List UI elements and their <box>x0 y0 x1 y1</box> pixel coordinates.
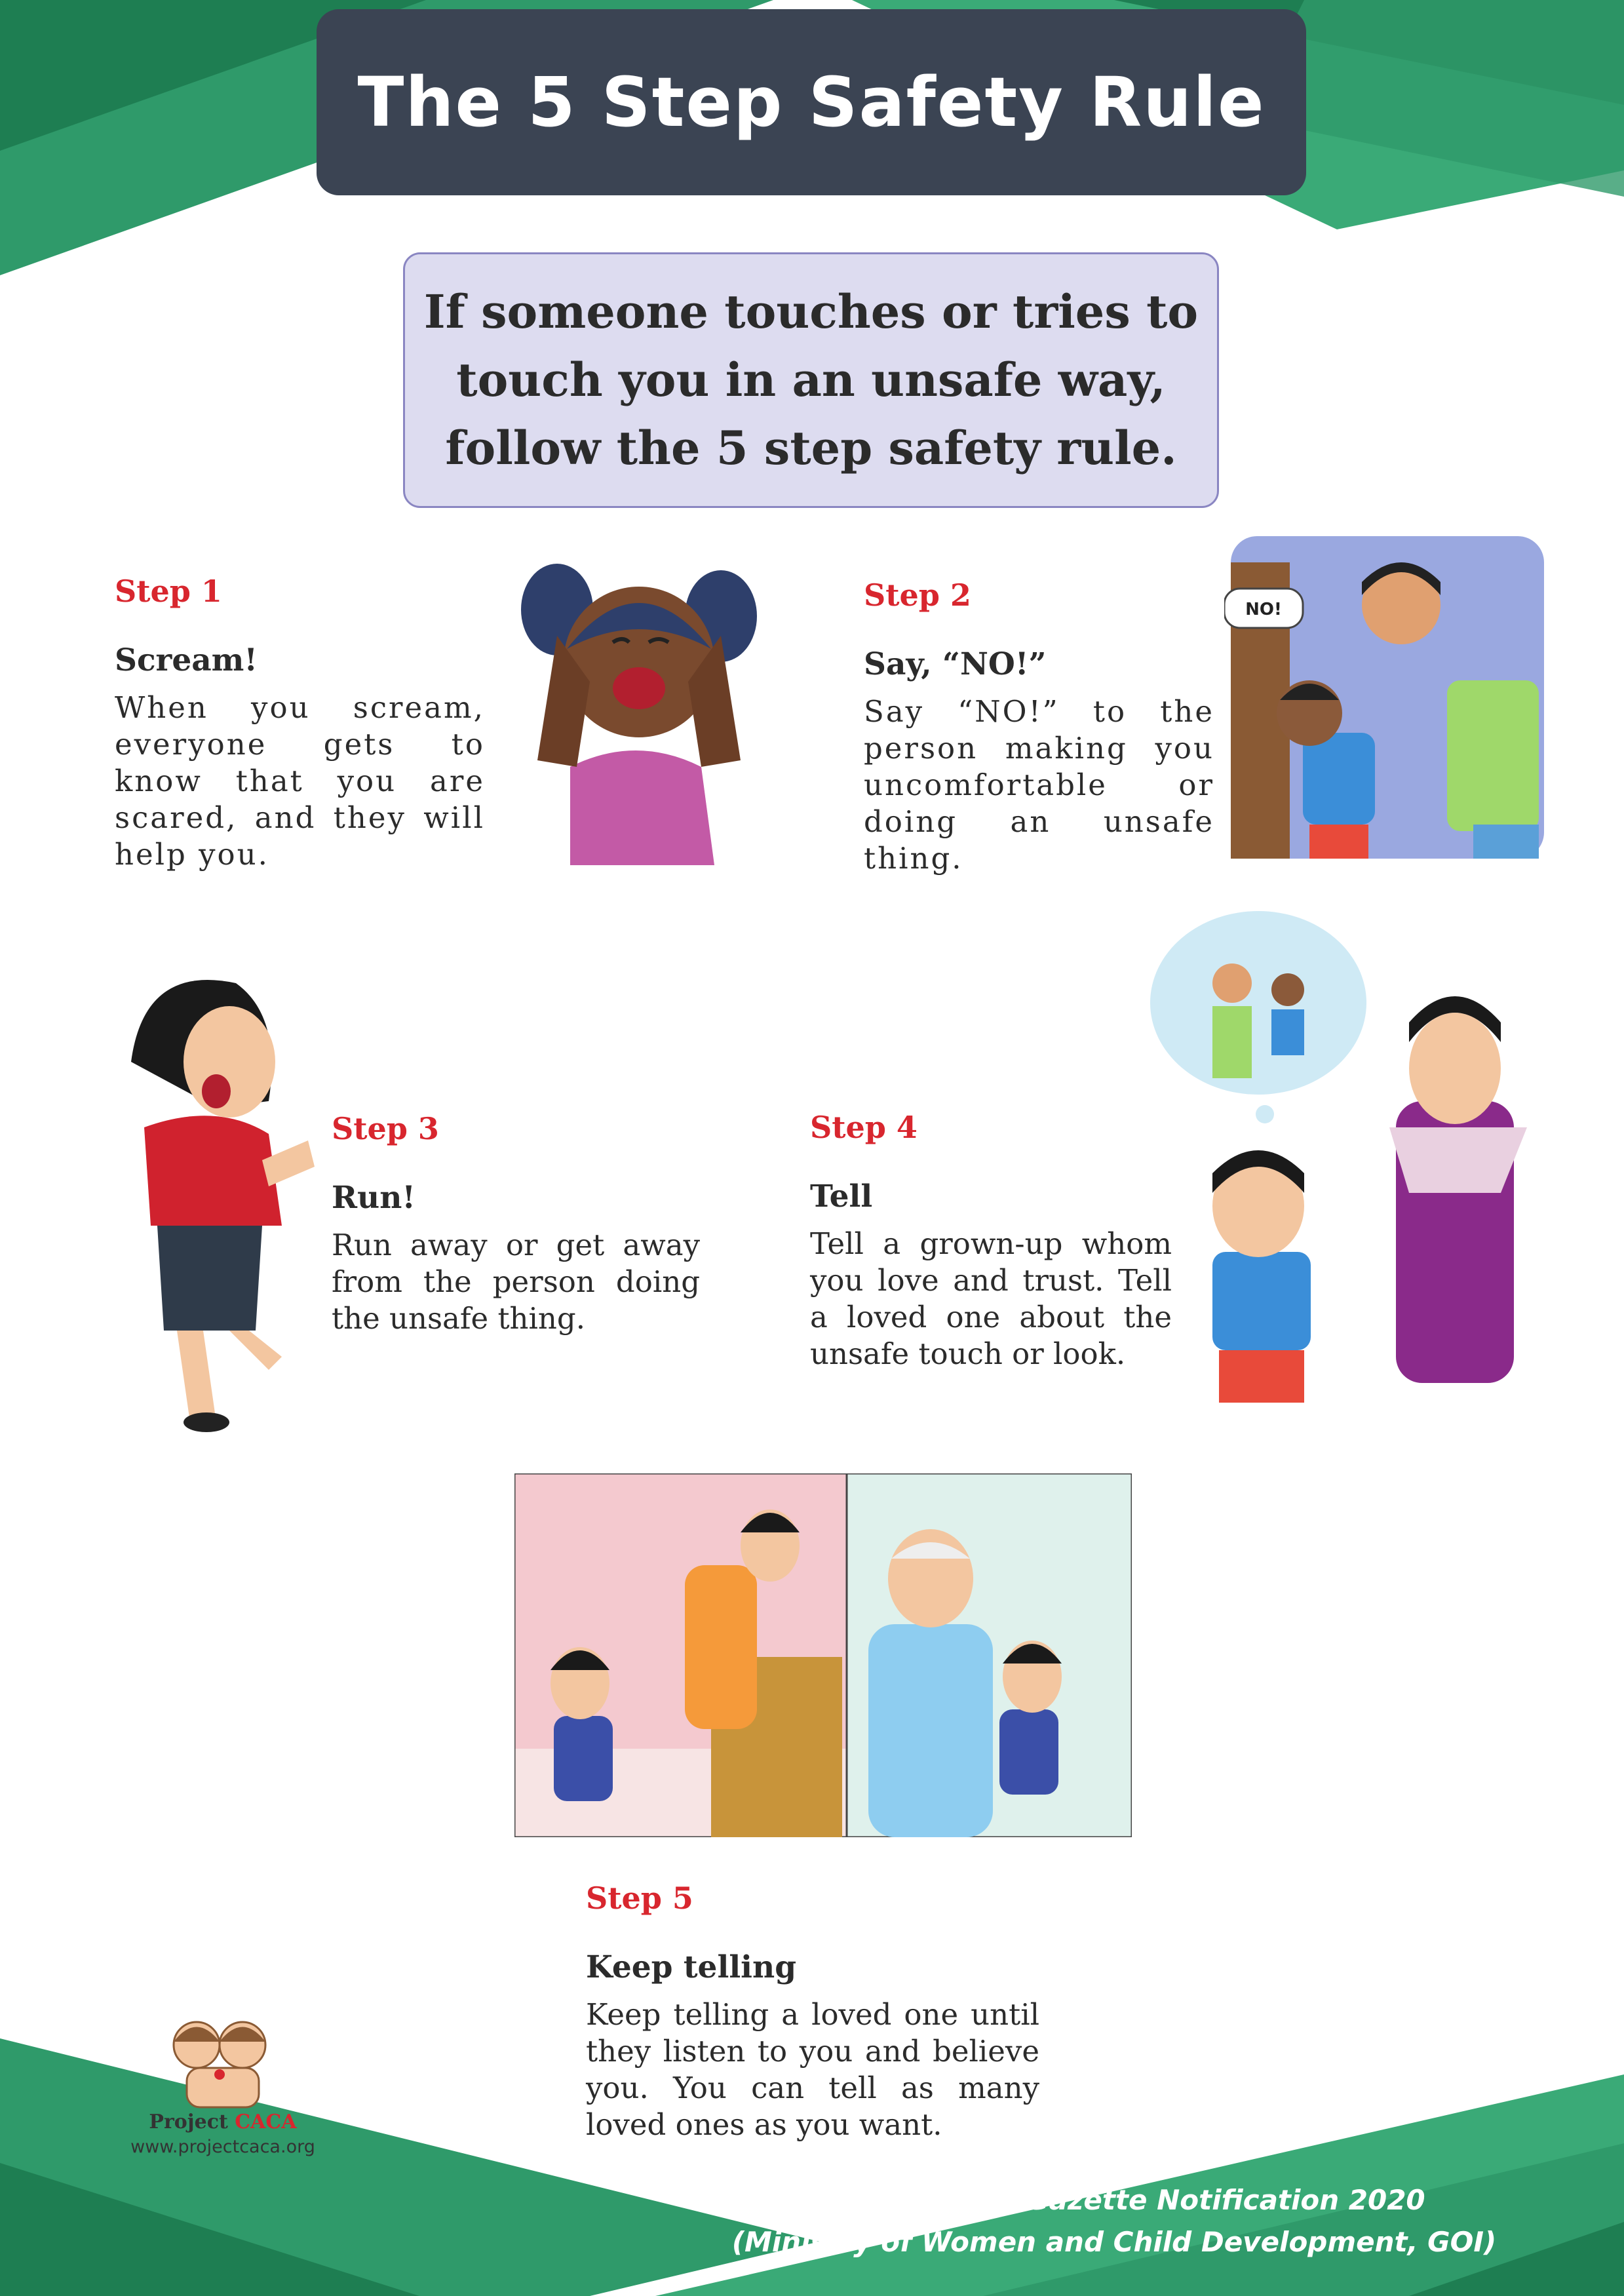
step-3 <box>332 1109 700 1337</box>
logo-icon <box>125 2012 321 2111</box>
step-body: Keep telling a loved one until they listen to you and believe you. You can tell as many loved ones as you want. <box>586 1997 1039 2142</box>
footer-note <box>688 2179 1540 2263</box>
step-body: Tell a grown-up whom you love and trust. Tell a loved one about the unsafe touch or look. <box>810 1226 1172 1371</box>
footer-line-2: (Ministry of Women and Child Development, GOI) <box>731 2226 1497 2258</box>
page-title: The 5 Step Safety Rule <box>357 62 1266 142</box>
step-body: Run away or get away from the person doing the unsafe thing. <box>332 1228 700 1336</box>
step-heading: Say, “NO!” <box>864 646 1047 682</box>
intro-callout <box>403 252 1219 508</box>
step-number: Step 4 <box>810 1110 918 1145</box>
project-caca-logo <box>125 2012 321 2163</box>
step-number: Step 5 <box>586 1880 693 1916</box>
running-girl-illustration <box>118 963 328 1435</box>
boy-tells-mother-illustration <box>1134 891 1586 1403</box>
step-number: Step 1 <box>115 574 222 609</box>
logo-name <box>125 2111 321 2133</box>
girl-keeps-telling-illustration <box>514 1473 1132 1837</box>
step-2 <box>864 575 1214 877</box>
step-1 <box>115 572 485 873</box>
step-body: When you scream, everyone gets to know that you are scared, and they will help you. <box>115 690 485 872</box>
step-heading: Tell <box>810 1178 873 1215</box>
step-body: Say “NO!” to the person making you uncomfortable or doing an unsafe thing. <box>864 694 1214 876</box>
screaming-girl-illustration <box>478 551 793 878</box>
intro-text: If someone touches or tries to touch you in an unsafe way, follow the 5 step safety rule. <box>423 284 1199 475</box>
step-heading: Keep telling <box>586 1949 797 1985</box>
step-number: Step 2 <box>864 577 971 613</box>
title-banner <box>317 9 1306 195</box>
logo-name-part2: CACA <box>235 2111 297 2133</box>
step-heading: Scream! <box>115 642 258 678</box>
footer-line-1: *POCSO Rules Gazette Notification 2020 <box>803 2184 1425 2216</box>
step-heading: Run! <box>332 1180 416 1216</box>
logo-url: www.projectcaca.org <box>130 2137 315 2157</box>
boy-says-no-illustration <box>1224 536 1544 859</box>
step-5 <box>586 1878 1039 2143</box>
logo-name-part1: Project <box>149 2111 235 2133</box>
speech-bubble-text: NO! <box>1245 600 1282 619</box>
step-4 <box>810 1108 1172 1372</box>
step-number: Step 3 <box>332 1111 439 1146</box>
